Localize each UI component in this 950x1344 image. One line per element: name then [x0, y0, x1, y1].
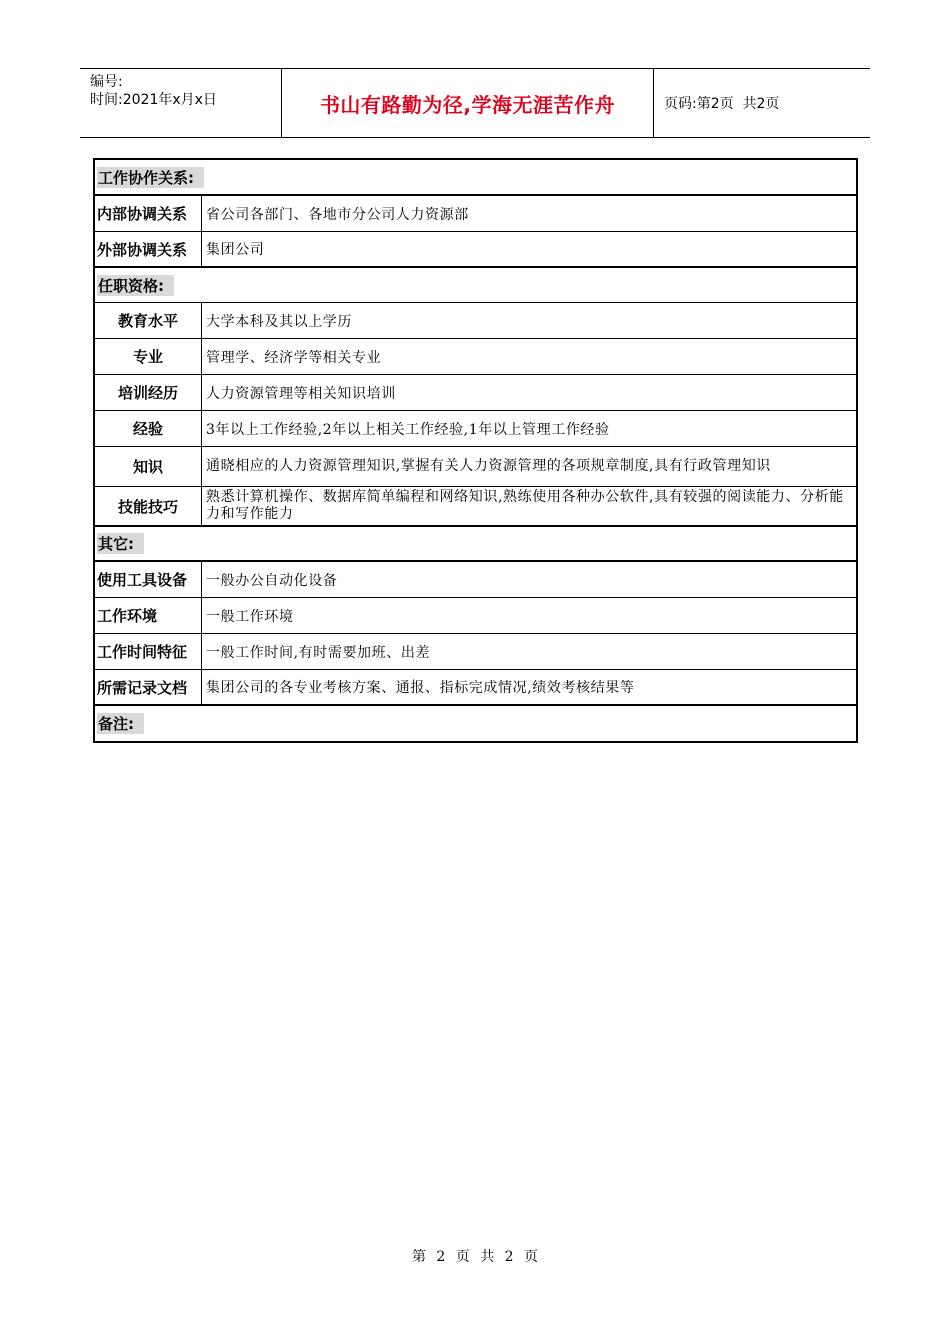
job-description-table [93, 158, 858, 743]
table-row [95, 634, 856, 670]
section-title: 备注: [95, 706, 144, 741]
row-value: 一般办公自动化设备 [206, 572, 338, 589]
row-label: 知识 [95, 447, 202, 486]
table-row [95, 562, 856, 598]
row-value: 大学本科及其以上学历 [206, 313, 352, 330]
row-value: 通晓相应的人力资源管理知识,掌握有关人力资源管理的各项规章制度,具有行政管理知识 [206, 458, 771, 474]
row-value: 3年以上工作经验,2年以上相关工作经验,1年以上管理工作经验 [206, 421, 610, 438]
section-remarks [95, 706, 856, 741]
row-value: 一般工作时间,有时需要加班、出差 [206, 644, 431, 661]
document-number-label: 编号: [90, 74, 123, 90]
section-title: 工作协作关系: [95, 160, 204, 194]
row-value: 一般工作环境 [206, 608, 294, 625]
header-page-label: 页码:第2页 共2页 [664, 96, 780, 112]
table-row [95, 487, 856, 527]
page-footer: 第 2 页 共 2 页 [411, 1249, 539, 1265]
page-header [80, 68, 870, 138]
section-cooperation [95, 160, 856, 196]
section-qualification [95, 268, 856, 303]
table-row [95, 598, 856, 634]
table-row [95, 339, 856, 375]
table-row [95, 670, 856, 706]
row-label: 工作环境 [95, 598, 202, 633]
table-row [95, 375, 856, 411]
row-value: 管理学、经济学等相关专业 [206, 349, 382, 366]
section-title: 任职资格: [95, 268, 174, 302]
table-row [95, 303, 856, 339]
row-label: 外部协调关系 [95, 232, 202, 266]
row-value: 熟悉计算机操作、数据库简单编程和网络知识,熟练使用各种办公软件,具有较强的阅读能力、分析能力和写作能力 [206, 489, 844, 522]
row-label: 内部协调关系 [95, 196, 202, 231]
table-row [95, 447, 856, 487]
section-title: 其它: [95, 527, 144, 560]
row-value: 集团公司的各专业考核方案、通报、指标完成情况,绩效考核结果等 [206, 680, 635, 696]
row-label: 所需记录文档 [95, 670, 202, 704]
row-label: 技能技巧 [95, 487, 202, 525]
table-row [95, 232, 856, 268]
header-motto: 书山有路勤为径,学海无涯苦作舟 [282, 69, 654, 137]
document-time-label: 时间:2021年x月x日 [90, 92, 217, 108]
row-label: 培训经历 [95, 375, 202, 410]
row-label: 工作时间特征 [95, 634, 202, 669]
table-row [95, 411, 856, 447]
row-label: 专业 [95, 339, 202, 374]
row-label: 经验 [95, 411, 202, 446]
row-label: 使用工具设备 [95, 562, 202, 597]
row-value: 集团公司 [206, 242, 265, 258]
row-label: 教育水平 [95, 303, 202, 338]
row-value: 省公司各部门、各地市分公司人力资源部 [206, 206, 469, 223]
row-value: 人力资源管理等相关知识培训 [206, 385, 396, 402]
section-other [95, 527, 856, 562]
table-row [95, 196, 856, 232]
header-meta [80, 69, 282, 137]
header-page-number [654, 69, 870, 137]
